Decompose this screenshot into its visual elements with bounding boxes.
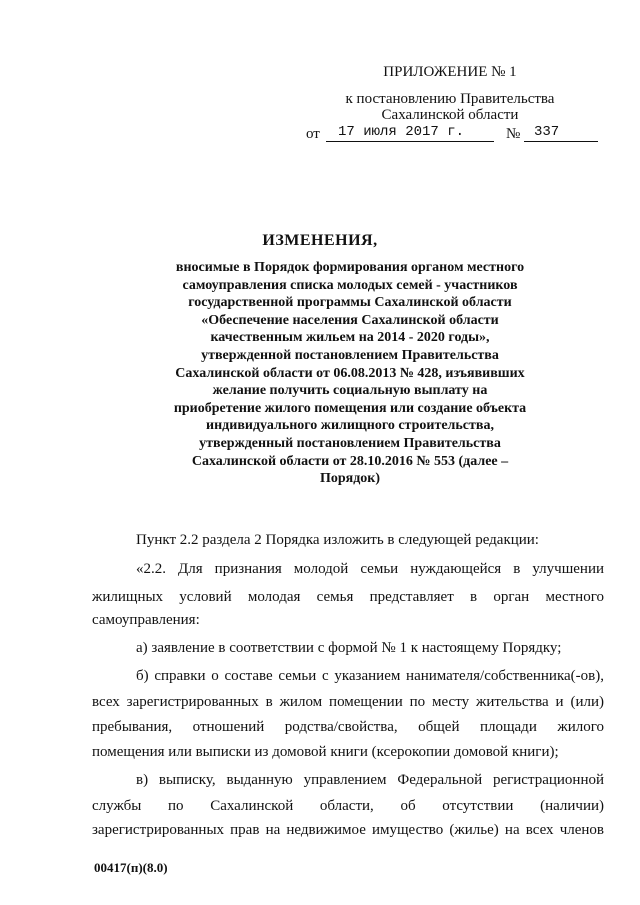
list-item-c-line: зарегистрированных прав на недвижимое имущество (жилье) на всех членов <box>92 822 604 838</box>
list-item-b-line: б) справки о составе семьи с указанием нанимателя/собственника(-ов), <box>136 668 604 684</box>
date-prefix: от <box>306 126 320 142</box>
subtitle-line: индивидуального жилищного строительства, <box>206 418 494 434</box>
subtitle-line: государственной программы Сахалинской области <box>188 295 512 311</box>
decree-number: 337 <box>524 124 598 142</box>
subtitle-line: приобретение жилого помещения или создание объекта <box>173 400 527 416</box>
decree-date: 17 июля 2017 г. <box>326 124 494 142</box>
appendix-ref-line1: к постановлению Правительства <box>345 91 555 107</box>
list-item-c-line: службы по Сахалинской области, об отсутствии (наличии) <box>92 798 604 814</box>
decree-date-row <box>306 124 606 146</box>
number-prefix: № <box>506 126 521 142</box>
subtitle-line: Сахалинской области от 28.10.2016 № 553 (далее – <box>191 453 509 469</box>
subtitle-line: самоуправления списка молодых семей - участников <box>182 277 518 293</box>
footer-document-code: 00417(п)(8.0) <box>94 860 168 875</box>
list-item-a: а) заявление в соответствии с формой № 1 к настоящему Порядку; <box>136 640 562 656</box>
list-item-b-line: всех зарегистрированных в жилом помещении по месту жительства и (или) <box>92 694 604 710</box>
intro-paragraph: Пункт 2.2 раздела 2 Порядка изложить в следующей редакции: <box>136 532 539 548</box>
subtitle-line: качественным жильем на 2014 - 2020 годы», <box>210 330 490 346</box>
list-item-c-line: в) выписку, выданную управлением Федеральной регистрационной <box>136 772 604 788</box>
subtitle-line: Порядок) <box>319 471 381 487</box>
subtitle-line: желание получить социальную выплату на <box>212 383 488 399</box>
subtitle-line: вносимые в Порядок формирования органом местного <box>175 260 525 275</box>
clause-2-2-line: «2.2. Для признания молодой семьи нуждающейся в улучшении <box>136 561 604 577</box>
list-item-b-line: помещения или выписки из домовой книги (ксерокопии домовой книги); <box>92 744 559 760</box>
clause-2-2-line: жилищных условий молодая семья представляет в орган местного <box>92 589 604 605</box>
list-item-b-line: пребывания, отношений родства/свойства, общей площади жилого <box>92 719 604 735</box>
clause-2-2-line: самоуправления: <box>92 612 200 628</box>
subtitle-line: Сахалинской области от 06.08.2013 № 428, изъявивших <box>175 365 525 381</box>
appendix-title: ПРИЛОЖЕНИЕ № 1 <box>383 64 517 80</box>
document-heading: ИЗМЕНЕНИЯ, <box>262 232 378 249</box>
subtitle-line: утвержденной постановлением Правительства <box>201 347 499 363</box>
subtitle-line: «Обеспечение населения Сахалинской области <box>201 312 499 328</box>
appendix-ref-line2: Сахалинской области <box>381 107 519 123</box>
subtitle-line: утвержденный постановлением Правительства <box>199 435 501 451</box>
document-subtitle <box>150 259 550 488</box>
